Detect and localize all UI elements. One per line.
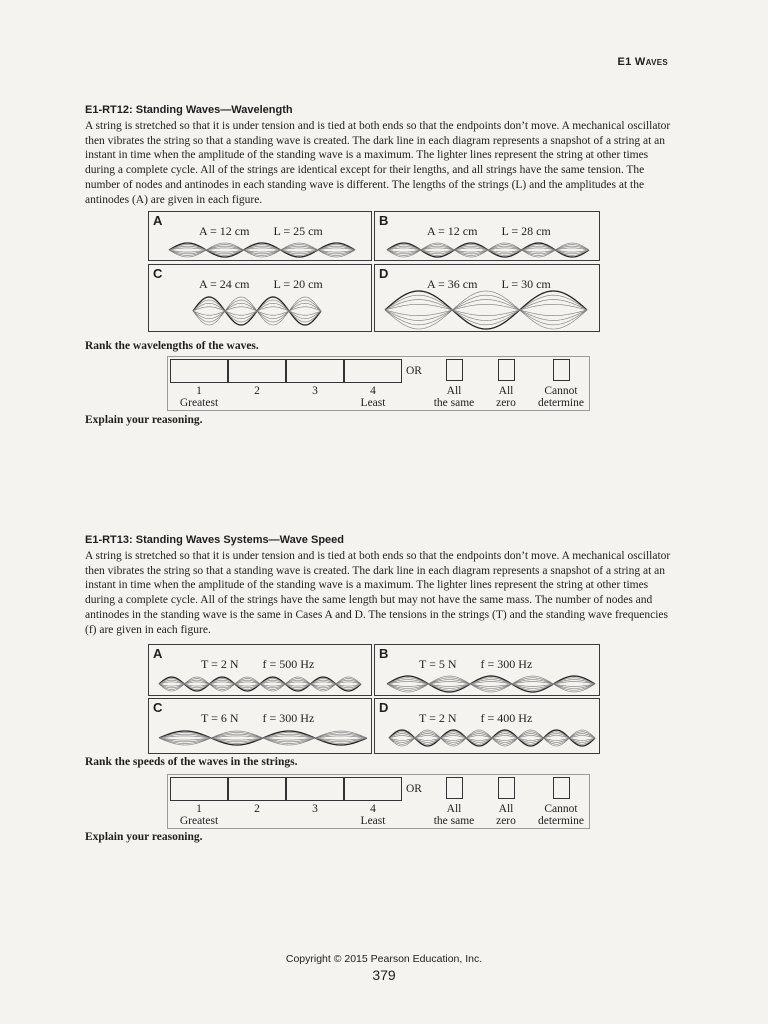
standing-wave-diagram — [375, 265, 599, 331]
rank-3-label: 3 — [312, 385, 318, 397]
explain-reasoning: Explain your reasoning. — [85, 831, 203, 843]
figure-param: L = 30 cm — [501, 277, 551, 291]
figure-param: T = 5 N — [419, 657, 457, 671]
cannot-determine-checkbox[interactable] — [553, 359, 570, 381]
rank-4-box[interactable] — [344, 777, 402, 801]
rank-1-box[interactable] — [170, 777, 228, 801]
string-snapshot-dark — [385, 291, 587, 329]
all-zero-checkbox[interactable] — [498, 359, 515, 381]
all-zero-checkbox[interactable] — [498, 777, 515, 799]
all-same-checkbox[interactable] — [446, 777, 463, 799]
figure-param: T = 2 N — [419, 711, 457, 725]
figure-box — [148, 264, 372, 332]
figure-label: D — [379, 266, 389, 281]
figure-label: B — [379, 213, 389, 228]
string-snapshot-light — [385, 300, 587, 321]
copyright-notice: Copyright © 2015 Pearson Education, Inc. — [285, 953, 483, 965]
figure-label: B — [379, 646, 389, 661]
or-label: OR — [406, 783, 422, 795]
figure-box — [374, 264, 600, 332]
string-snapshot-light — [159, 677, 361, 691]
ranking-question: Rank the speeds of the waves in the strings. — [85, 756, 298, 768]
rank-2-box[interactable] — [228, 359, 286, 383]
explain-reasoning: Explain your reasoning. — [85, 414, 203, 426]
all-same-label: All the same — [433, 803, 475, 827]
rank-1-box[interactable] — [170, 359, 228, 383]
or-label: OR — [406, 365, 422, 377]
rank-4-label: 4 Least — [360, 385, 386, 409]
string-snapshot-light — [389, 730, 595, 746]
figure-label: A — [153, 646, 163, 661]
figure-box — [148, 644, 372, 696]
rank-2-label: 2 — [254, 385, 260, 397]
section-header: E1 Waves — [617, 56, 668, 68]
figure-box — [148, 698, 372, 754]
rank-4-box[interactable] — [344, 359, 402, 383]
ranking-area — [167, 774, 590, 829]
figure-param: T = 6 N — [201, 711, 239, 725]
string-snapshot-light — [385, 291, 587, 329]
figure-param: T = 2 N — [201, 657, 239, 671]
figure-label: C — [153, 266, 163, 281]
figure-label: A — [153, 213, 163, 228]
ranking-area — [167, 356, 590, 411]
figure-label: C — [153, 700, 163, 715]
all-same-checkbox[interactable] — [446, 359, 463, 381]
figure-param: A = 24 cm — [199, 277, 250, 291]
string-snapshot-light — [193, 297, 321, 325]
standing-wave-diagram — [149, 645, 371, 695]
standing-wave-diagram — [375, 212, 599, 260]
standing-wave-diagram — [149, 699, 371, 753]
figure-param: L = 25 cm — [273, 224, 323, 238]
cannot-determine-label: Cannot determine — [538, 803, 584, 827]
standing-wave-diagram — [149, 212, 371, 260]
figure-box — [148, 211, 372, 261]
all-same-label: All the same — [433, 385, 475, 409]
string-snapshot-light — [385, 300, 587, 321]
standing-wave-diagram — [149, 265, 371, 331]
all-zero-label: All zero — [496, 385, 516, 409]
figure-param: L = 20 cm — [273, 277, 323, 291]
figure-param: A = 36 cm — [427, 277, 478, 291]
cannot-determine-label: Cannot determine — [538, 385, 584, 409]
cannot-determine-checkbox[interactable] — [553, 777, 570, 799]
ranking-question: Rank the wavelengths of the waves. — [85, 340, 259, 352]
string-snapshot-light — [385, 304, 587, 315]
standing-wave-diagram — [375, 699, 599, 753]
string-snapshot-light — [385, 304, 587, 315]
figure-param: L = 28 cm — [501, 224, 551, 238]
rank-3-label: 3 — [312, 803, 318, 815]
rank-1-label: 1 Greatest — [179, 385, 219, 409]
all-zero-label: All zero — [496, 803, 516, 827]
rank-3-box[interactable] — [286, 359, 344, 383]
problem-description: A string is stretched so that it is under tension and is tied at both ends so that the endpoints don’t move. A mechanical oscillator then vibrates the string so that a standing wave is created. The dark line in each diagram represents a snapshot of a string at an instant in time when the amplitude of the standing wave is a maximum. The lighter lines represent the string at other times during a complete cycle. All of the strings have the same length but may not have the same mass. The number of nodes and antinodes in the standing wave is the same in Cases A and D. The tensions in the strings (T) and the standing wave frequencies (f) are given in each figure. — [85, 550, 671, 636]
figure-param: f = 400 Hz — [480, 711, 533, 725]
figure-param: f = 300 Hz — [262, 711, 315, 725]
figure-box — [374, 644, 600, 696]
figure-param: f = 500 Hz — [262, 657, 315, 671]
figure-label: D — [379, 700, 389, 715]
string-snapshot-light — [387, 243, 589, 257]
figure-param: f = 300 Hz — [480, 657, 533, 671]
figure-param: A = 12 cm — [427, 224, 478, 238]
rank-3-box[interactable] — [286, 777, 344, 801]
rank-2-box[interactable] — [228, 777, 286, 801]
rank-4-label: 4 Least — [360, 803, 386, 827]
problem-title: E1-RT12: Standing Waves—Wavelength — [85, 104, 293, 116]
rank-1-label: 1 Greatest — [179, 803, 219, 827]
figure-box — [374, 698, 600, 754]
figure-box — [374, 211, 600, 261]
problem-description: A string is stretched so that it is under tension and is tied at both ends so that the endpoints don’t move. A mechanical oscillator then vibrates the string so that a standing wave is created. The dark line in each diagram represents a snapshot of a string at an instant in time when the amplitude of the standing wave is a maximum. The lighter lines represent the string at other times during a complete cycle. All of the strings are identical except for their lengths, and all strings have the same tension. The number of nodes and antinodes in each standing wave is different. The lengths of the strings (L) and the amplitudes at the antinodes (A) are given in each figure. — [85, 120, 671, 206]
figure-param: A = 12 cm — [199, 224, 250, 238]
rank-2-label: 2 — [254, 803, 260, 815]
standing-wave-diagram — [375, 645, 599, 695]
problem-title: E1-RT13: Standing Waves Systems—Wave Speed — [85, 534, 344, 546]
page-number: 379 — [372, 967, 396, 983]
